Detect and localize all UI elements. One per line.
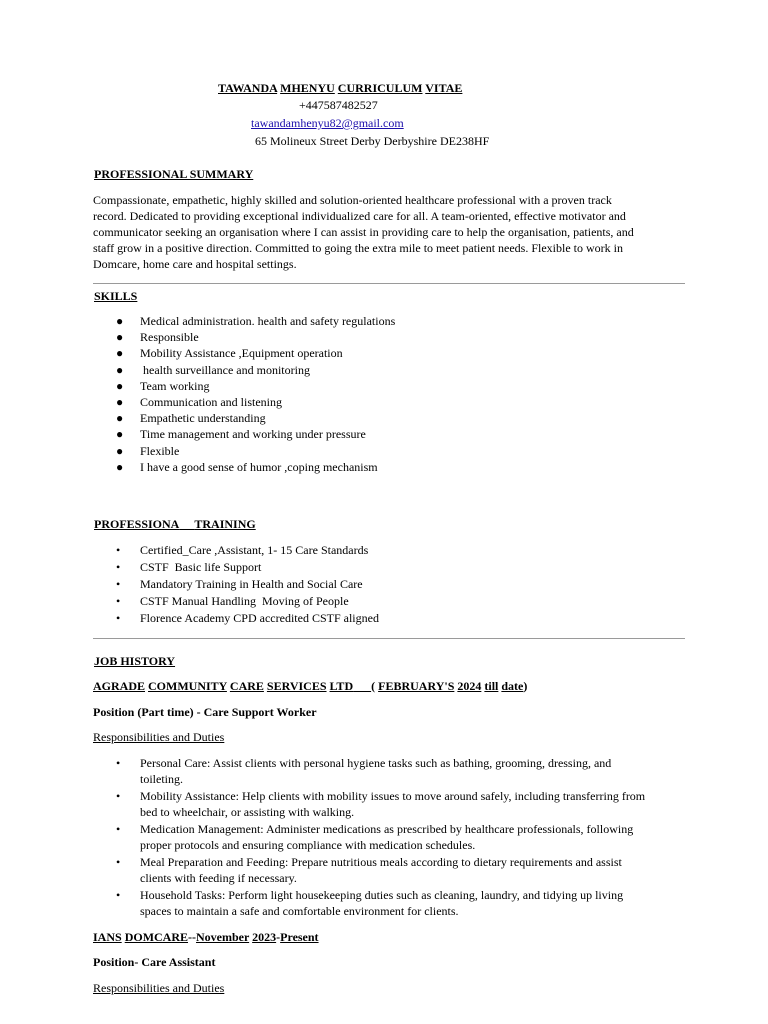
duty-item: • Personal Care: Assist clients with personal hygiene tasks such as bathing, grooming, dressing, and toileting. xyxy=(116,756,612,786)
training-item: • Certified_Care ,Assistant, 1- 15 Care Standards xyxy=(116,543,369,557)
phone-number: +447587482527 xyxy=(299,98,378,112)
skills-heading: SKILLS xyxy=(94,289,138,303)
name-first: TAWANDA xyxy=(218,81,278,95)
job-position: Position (Part time) - Care Support Worker xyxy=(93,705,317,719)
duty-item: • Household Tasks: Perform light housekeeping duties such as cleaning, laundry, and tidying up living spaces to maintain a safe and comfortable environment for clients. xyxy=(116,888,624,918)
bullet-icon: ● xyxy=(116,346,124,361)
bullet-icon: ● xyxy=(116,394,124,409)
bullet-icon: ● xyxy=(116,314,124,328)
responsibilities-heading: Responsibilities and Duties xyxy=(93,730,225,744)
skill-item: ● health surveillance and monitoring xyxy=(116,362,310,377)
training-item: • CSTF Basic life Support xyxy=(116,560,262,574)
bullet-icon: • xyxy=(116,822,121,836)
training-item: • Florence Academy CPD accredited CSTF aligned xyxy=(116,611,379,625)
cv-word-vitae: VITAE xyxy=(425,81,463,95)
skill-item: ● Empathetic understanding xyxy=(116,411,266,426)
bullet-icon: • xyxy=(116,560,121,574)
job-employer-line: AGRADE COMMUNITY CARE SERVICES LTD ( FEBRUARY'S 2024 till date) xyxy=(93,679,528,693)
bullet-icon: ● xyxy=(116,411,124,426)
bullet-icon: • xyxy=(116,855,121,869)
bullet-icon: ● xyxy=(116,459,124,474)
bullet-icon: • xyxy=(116,594,121,608)
bullet-icon: ● xyxy=(116,443,124,458)
skill-item: ● I have a good sense of humor ,coping mechanism xyxy=(116,459,378,474)
skill-item: ● Team working xyxy=(116,378,210,393)
bullet-icon: • xyxy=(116,756,121,770)
address: 65 Molineux Street Derby Derbyshire DE238HF xyxy=(255,134,490,148)
cv-word-curriculum: CURRICULUM xyxy=(337,81,423,95)
summary-line: Compassionate, empathetic, highly skilled and solution-oriented healthcare professional with a proven track xyxy=(93,193,612,207)
duty-item: • Medication Management: Administer medications as prescribed by healthcare professionals, following proper protocols and ensuring compliance with medication schedules. xyxy=(116,822,634,852)
skill-item: ● Flexible xyxy=(116,443,180,458)
name-last: MHENYU xyxy=(280,81,335,95)
skill-item: ● Communication and listening xyxy=(116,394,282,409)
job-employer-line: IANS DOMCARE--November 2023-Present xyxy=(93,930,319,944)
section-divider xyxy=(93,638,685,639)
bullet-icon: ● xyxy=(116,330,124,345)
duty-item: • Meal Preparation and Feeding: Prepare nutritious meals according to dietary requirements and assist clients with feeding if necessary. xyxy=(116,855,622,885)
skill-item: ● Mobility Assistance ,Equipment operation xyxy=(116,346,343,361)
bullet-icon: ● xyxy=(116,378,124,393)
summary-line: record. Dedicated to providing exceptional individualized care for all. A team-oriented, effective motivator and xyxy=(93,209,626,223)
bullet-icon: • xyxy=(116,789,121,803)
skill-item: ● Medical administration. health and safety regulations xyxy=(116,314,396,328)
bullet-icon: ● xyxy=(116,362,124,377)
summary-line: communicator seeking an organisation where I can assist in providing care to help the organisation, patients, and xyxy=(93,225,634,239)
bullet-icon: • xyxy=(116,611,121,625)
bullet-icon: • xyxy=(116,577,121,591)
skills-list xyxy=(94,313,395,475)
duties-list xyxy=(94,755,654,920)
summary-line: Domcare, home care and hospital settings. xyxy=(93,257,297,271)
summary-paragraph xyxy=(93,192,685,272)
training-item: • Mandatory Training in Health and Social Care xyxy=(116,577,363,591)
bullet-icon: • xyxy=(116,543,121,557)
training-heading: PROFESSIONA TRAINING xyxy=(94,517,256,531)
summary-line: staff grow in a positive direction. Committed to going the extra mile to meet patient needs. Flexible to work in xyxy=(93,241,624,255)
job-position: Position- Care Assistant xyxy=(93,955,216,969)
bullet-icon: ● xyxy=(116,427,124,442)
section-divider xyxy=(93,283,685,284)
training-list xyxy=(94,542,379,627)
summary-heading: PROFESSIONAL SUMMARY xyxy=(94,167,254,181)
cv-title xyxy=(218,80,462,96)
email-link[interactable]: tawandamhenyu82@gmail.com xyxy=(251,116,404,130)
bullet-icon: • xyxy=(116,888,121,902)
skill-item: ● Time management and working under pressure xyxy=(116,427,366,442)
skill-item: ● Responsible xyxy=(116,330,199,345)
job-history-heading: JOB HISTORY xyxy=(94,654,176,668)
training-item: • CSTF Manual Handling Moving of People xyxy=(116,594,349,608)
responsibilities-heading: Responsibilities and Duties xyxy=(93,981,225,995)
duty-item: • Mobility Assistance: Help clients with mobility issues to move around safely, including transferring from bed to wheelchair, or assisting with walking. xyxy=(116,789,646,819)
